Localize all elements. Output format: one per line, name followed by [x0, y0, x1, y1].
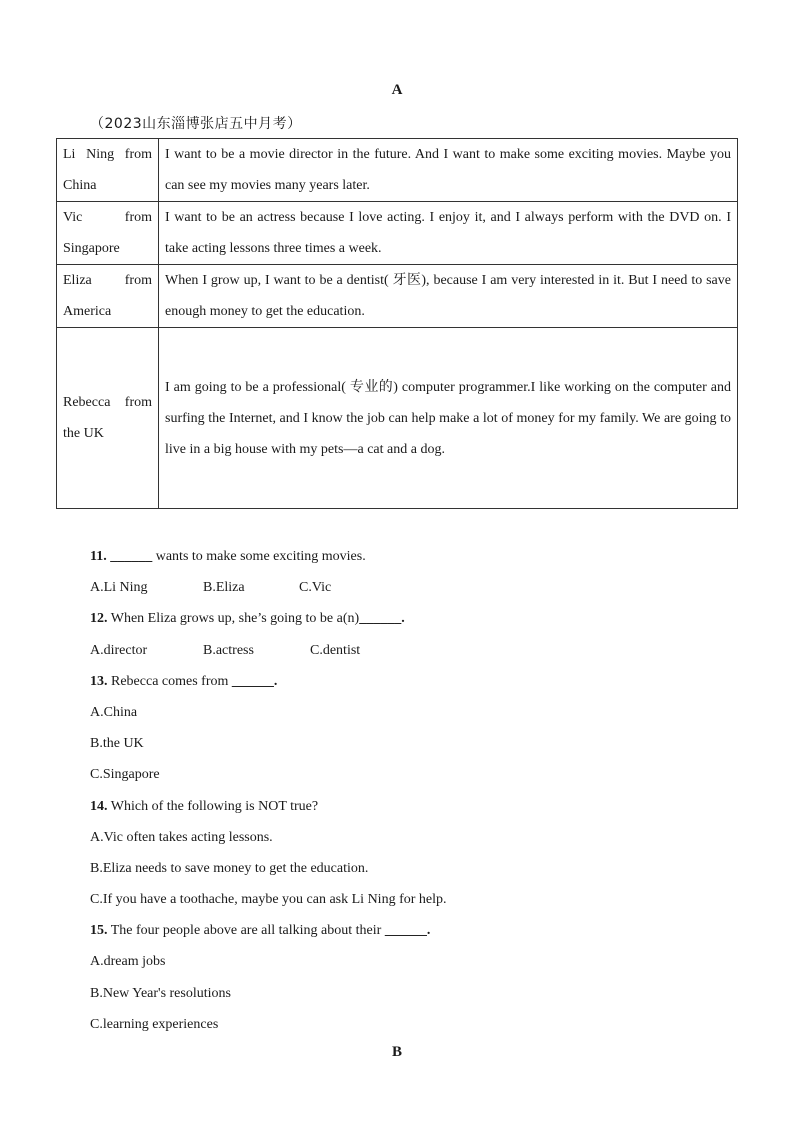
question-12: [90, 603, 750, 634]
option-c: C.If you have a toothache, maybe you can ask Li Ning for help.: [90, 892, 447, 908]
question-13: [90, 666, 750, 697]
question-14: [90, 791, 750, 822]
table-row: [57, 139, 738, 202]
statement-cell: I want to be an actress because I love acting. I enjoy it, and I always perform with the DVD on. I take acting lessons three times a week.: [159, 202, 738, 265]
option-c: C.Vic: [299, 580, 332, 596]
statement-cell: I want to be a movie director in the future. And I want to make some exciting movies. Maybe you can see my movies many years later.: [159, 139, 738, 202]
passage-table: [56, 138, 738, 509]
question-15: [90, 915, 750, 946]
option-a: A.Vic often takes acting lessons.: [90, 829, 273, 845]
answer-blank: ______.: [384, 923, 431, 939]
option-a: A.China: [90, 704, 138, 720]
option-a: A.Li Ning: [90, 580, 148, 596]
question-11: [90, 541, 750, 572]
statement-cell: When I grow up, I want to be a dentist( 牙医), because I am very interested in it. But I need to save enough money to get the education.: [159, 265, 738, 328]
options-row: [90, 572, 750, 603]
option-a: A.dream jobs: [90, 954, 166, 970]
table-row: [57, 202, 738, 265]
person-cell: Li Ning from China: [57, 139, 159, 202]
question-number: 11.: [90, 549, 107, 564]
question-number: 13.: [90, 673, 108, 689]
option-c: C.Singapore: [90, 767, 160, 783]
question-number: 15.: [90, 923, 108, 939]
source-note: （2023山东淄博张店五中月考）: [90, 116, 302, 132]
person-cell: Vic from Singapore: [57, 202, 159, 265]
option-b: B.the UK: [90, 736, 144, 752]
option-b: B.Eliza needs to save money to get the education.: [90, 860, 369, 876]
question-stem: Which of the following is NOT true?: [107, 798, 319, 814]
person-cell: Rebecca from the UK: [57, 328, 159, 509]
section-b-title: B: [391, 1044, 402, 1060]
answer-blank: ______.: [359, 611, 405, 627]
person-cell: Eliza from America: [57, 265, 159, 328]
option-c: C.dentist: [310, 642, 361, 658]
question-list: [90, 541, 750, 1040]
option-c: C.learning experiences: [90, 1016, 219, 1032]
statement-cell: I am going to be a professional( 专业的) computer programmer.I like working on the computer and surfing the Internet, and I know the job can help make a lot of money for my family. We are going to live in a big house with my pets—a cat and a dog.: [159, 328, 738, 509]
option-b: B.New Year's resolutions: [90, 985, 231, 1001]
table-row: [57, 265, 738, 328]
question-number: 14.: [90, 798, 108, 814]
option-a: A.director: [90, 642, 148, 658]
answer-blank: ______.: [231, 673, 278, 689]
section-a-title: A: [391, 82, 403, 98]
question-stem: Rebecca comes from: [107, 673, 232, 689]
question-stem: When Eliza grows up, she’s going to be a(n): [107, 611, 360, 627]
option-b: B.Eliza: [203, 580, 245, 596]
options-row: [90, 635, 750, 666]
question-stem: The four people above are all talking about their: [107, 923, 385, 939]
option-b: B.actress: [203, 642, 254, 658]
answer-blank: ______: [110, 549, 153, 564]
table-row: [57, 328, 738, 509]
question-stem: wants to make some exciting movies.: [152, 549, 366, 564]
question-number: 12.: [90, 611, 108, 627]
